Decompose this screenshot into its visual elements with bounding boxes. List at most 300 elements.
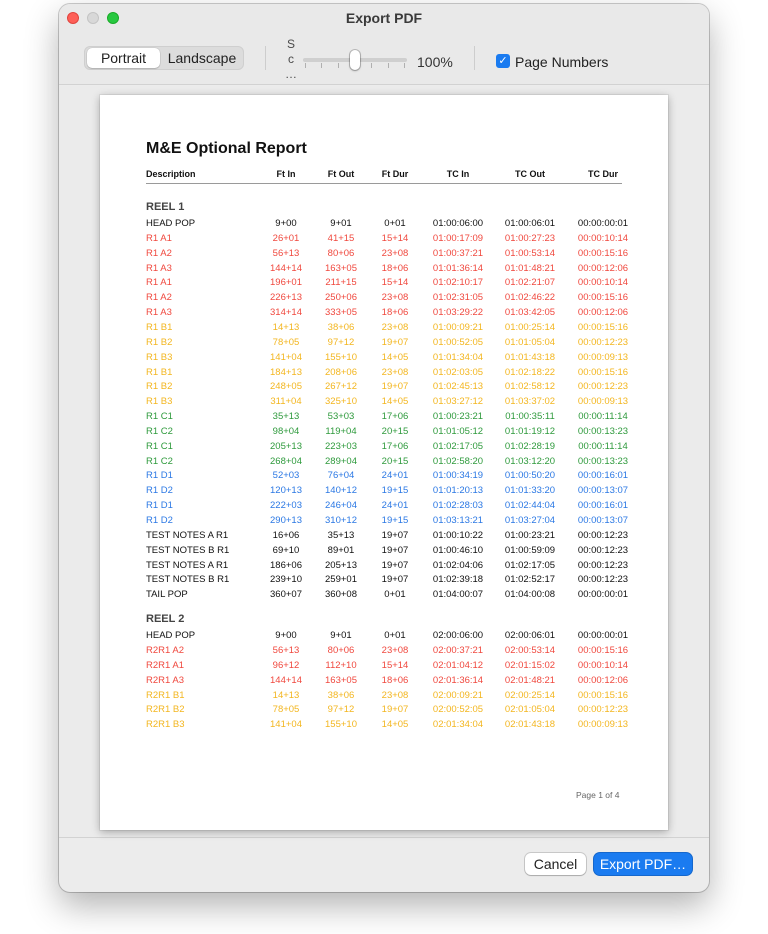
cell-description: R1 A2 xyxy=(146,247,172,259)
cell-description: R1 A2 xyxy=(146,292,172,304)
cell-description: R2R1 A2 xyxy=(146,644,185,656)
cell-tc-out: 02:01:48:21 xyxy=(504,674,556,686)
cell-ft-in: 290+13 xyxy=(270,515,302,526)
cell-tc-in: 01:02:10:17 xyxy=(432,277,484,289)
cell-ft-dur: 15+14 xyxy=(381,277,409,289)
cell-ft-in: 9+00 xyxy=(275,218,297,229)
cell-tc-dur: 00:00:15:16 xyxy=(577,366,629,378)
portrait-option[interactable]: Portrait xyxy=(87,48,160,68)
cell-tc-dur: 00:00:12:23 xyxy=(577,704,629,716)
cell-tc-out: 01:04:00:08 xyxy=(504,589,556,601)
cell-ft-in: 9+00 xyxy=(275,630,297,642)
scale-label: S c … xyxy=(285,37,297,81)
cell-tc-dur: 00:00:00:01 xyxy=(577,589,629,601)
table-row xyxy=(146,307,636,321)
title-bar xyxy=(59,4,709,32)
table-row xyxy=(146,411,636,425)
cell-tc-in: 01:00:46:10 xyxy=(432,544,484,556)
cell-ft-in: 56+13 xyxy=(272,247,300,259)
table-row xyxy=(146,660,636,674)
cell-description: R1 D1 xyxy=(146,470,173,482)
cell-description: TEST NOTES A R1 xyxy=(146,559,229,571)
cell-ft-in: 222+03 xyxy=(270,500,302,512)
cell-tc-in: 01:02:17:05 xyxy=(432,440,484,452)
cell-ft-dur: 23+08 xyxy=(381,292,409,304)
cell-ft-out: 250+06 xyxy=(325,292,357,304)
table-row xyxy=(146,218,636,232)
orientation-segmented-control[interactable] xyxy=(84,46,244,70)
cell-ft-out: 205+13 xyxy=(325,559,357,571)
zoom-value: 100% xyxy=(417,54,453,70)
cell-tc-in: 01:01:34:04 xyxy=(432,351,484,363)
cell-tc-out: 01:02:52:17 xyxy=(504,574,556,586)
cell-tc-in: 01:00:10:22 xyxy=(432,529,484,541)
cell-description: R1 B3 xyxy=(146,396,173,408)
table-row xyxy=(146,277,636,291)
cell-ft-in: 239+10 xyxy=(270,574,302,586)
cell-description: R1 C1 xyxy=(146,411,173,423)
cell-tc-out: 01:03:12:20 xyxy=(504,455,556,467)
cell-ft-out: 53+03 xyxy=(327,411,355,423)
cell-ft-out: 289+04 xyxy=(325,455,357,467)
cell-tc-dur: 00:00:11:14 xyxy=(578,411,628,423)
cell-tc-in: 02:01:04:12 xyxy=(432,659,484,671)
cell-ft-out: 310+12 xyxy=(325,515,357,526)
cell-ft-dur: 14+05 xyxy=(381,719,409,731)
table-row xyxy=(146,545,636,559)
table-row xyxy=(146,704,636,718)
cell-ft-out: 119+04 xyxy=(325,425,357,437)
cell-tc-out: 01:02:17:05 xyxy=(504,559,556,571)
cell-tc-out: 01:02:21:07 xyxy=(504,277,556,289)
cell-tc-in: 01:00:23:21 xyxy=(432,411,484,423)
table-row xyxy=(146,352,636,366)
table-row xyxy=(146,675,636,689)
cell-ft-in: 184+13 xyxy=(270,366,302,378)
cell-ft-dur: 19+07 xyxy=(381,544,409,556)
export-pdf-button[interactable]: Export PDF… xyxy=(594,853,692,875)
cell-ft-in: 205+13 xyxy=(270,440,302,452)
cell-tc-in: 01:00:37:21 xyxy=(432,247,484,259)
slider-tick xyxy=(338,63,339,68)
table-row xyxy=(146,292,636,306)
cancel-button[interactable]: Cancel xyxy=(525,853,586,875)
header-ft-out: Ft Out xyxy=(327,169,355,179)
cell-ft-dur: 19+07 xyxy=(381,574,409,586)
cell-ft-dur: 19+15 xyxy=(381,485,409,497)
cell-ft-in: 78+05 xyxy=(272,336,300,348)
cell-ft-in: 196+01 xyxy=(270,277,302,289)
toolbar xyxy=(59,32,709,85)
cell-ft-out: 246+04 xyxy=(325,500,357,512)
cell-ft-in: 26+01 xyxy=(272,232,300,244)
cell-description: R2R1 A3 xyxy=(146,674,185,686)
cell-ft-dur: 24+01 xyxy=(381,470,409,482)
cell-ft-dur: 23+08 xyxy=(381,321,409,333)
header-ft-dur: Ft Dur xyxy=(381,169,409,179)
cell-ft-out: 112+10 xyxy=(325,659,357,671)
cell-description: R1 B1 xyxy=(146,366,173,378)
table-row xyxy=(146,515,636,529)
cell-tc-in: 01:03:13:21 xyxy=(432,515,484,526)
table-row xyxy=(146,530,636,544)
cell-ft-in: 69+10 xyxy=(272,544,300,556)
cell-description: R1 A3 xyxy=(146,307,172,319)
cell-tc-dur: 00:00:11:14 xyxy=(578,440,628,452)
toolbar-divider xyxy=(265,46,266,70)
cell-tc-dur: 00:00:15:16 xyxy=(577,247,629,259)
cell-description: TAIL POP xyxy=(146,589,188,601)
slider-tick xyxy=(305,63,306,68)
table-row xyxy=(146,456,636,470)
cell-ft-out: 267+12 xyxy=(325,381,357,393)
cell-tc-in: 01:02:03:05 xyxy=(432,366,484,378)
cell-tc-dur: 00:00:12:23 xyxy=(577,574,629,586)
table-row xyxy=(146,441,636,455)
cell-tc-in: 01:02:31:05 xyxy=(432,292,484,304)
header-tc-out: TC Out xyxy=(515,169,545,179)
cell-ft-in: 14+13 xyxy=(272,689,300,701)
cell-description: R1 D1 xyxy=(146,500,173,512)
slider-tick xyxy=(321,63,322,68)
cell-tc-dur: 00:00:12:23 xyxy=(577,559,629,571)
cell-tc-dur: 00:00:13:07 xyxy=(577,485,629,497)
cell-description: R1 A1 xyxy=(146,277,172,289)
cell-ft-in: 311+04 xyxy=(270,396,302,408)
cell-ft-out: 97+12 xyxy=(327,704,355,716)
cell-ft-dur: 19+07 xyxy=(381,704,409,716)
cell-tc-dur: 00:00:10:14 xyxy=(577,232,629,244)
landscape-option[interactable]: Landscape xyxy=(167,50,237,66)
cell-ft-dur: 18+06 xyxy=(381,307,409,319)
cell-tc-out: 01:00:06:01 xyxy=(504,218,556,229)
cell-tc-in: 02:00:52:05 xyxy=(432,704,484,716)
slider-tick xyxy=(404,63,405,68)
cell-tc-out: 02:00:53:14 xyxy=(504,644,556,656)
cell-tc-in: 01:02:39:18 xyxy=(432,574,484,586)
cell-tc-in: 01:03:27:12 xyxy=(432,396,484,408)
cell-tc-dur: 00:00:12:06 xyxy=(577,262,629,274)
cell-tc-out: 01:00:50:20 xyxy=(504,470,556,482)
cell-tc-out: 01:00:27:23 xyxy=(504,232,556,244)
header-ft-in: Ft In xyxy=(276,169,296,179)
cell-ft-dur: 23+08 xyxy=(381,644,409,656)
cell-tc-dur: 00:00:16:01 xyxy=(577,470,629,482)
cell-tc-dur: 00:00:12:23 xyxy=(577,529,629,541)
cell-tc-in: 02:00:37:21 xyxy=(432,644,484,656)
table-row xyxy=(146,367,636,381)
cell-description: TEST NOTES B R1 xyxy=(146,544,230,556)
cell-tc-in: 02:01:36:14 xyxy=(432,674,484,686)
cell-ft-in: 314+14 xyxy=(270,307,302,319)
cell-tc-in: 02:01:34:04 xyxy=(432,719,484,731)
cell-ft-out: 211+15 xyxy=(325,277,357,289)
cell-tc-dur: 00:00:12:06 xyxy=(577,307,629,319)
cell-tc-out: 01:00:59:09 xyxy=(504,544,556,556)
cell-description: R1 A1 xyxy=(146,232,172,244)
cell-ft-dur: 20+15 xyxy=(381,425,409,437)
cell-ft-dur: 23+08 xyxy=(381,689,409,701)
cell-tc-out: 01:00:23:21 xyxy=(504,529,556,541)
cell-description: HEAD POP xyxy=(146,218,196,229)
cell-tc-out: 01:03:37:02 xyxy=(504,396,556,408)
cell-ft-dur: 18+06 xyxy=(381,262,409,274)
cell-tc-dur: 00:00:09:13 xyxy=(577,351,629,363)
cell-tc-in: 01:02:28:03 xyxy=(432,500,484,512)
cell-description: R1 C2 xyxy=(146,425,173,437)
cell-tc-dur: 00:00:13:07 xyxy=(577,515,629,526)
cell-tc-dur: 00:00:12:06 xyxy=(577,674,629,686)
cell-tc-out: 01:01:33:20 xyxy=(504,485,556,497)
cell-tc-in: 01:03:29:22 xyxy=(432,307,484,319)
cell-ft-in: 52+03 xyxy=(272,470,300,482)
cell-ft-in: 268+04 xyxy=(270,455,302,467)
cell-ft-dur: 15+14 xyxy=(381,232,409,244)
cell-ft-in: 16+06 xyxy=(272,529,300,541)
cell-tc-dur: 00:00:12:23 xyxy=(577,544,629,556)
cell-ft-out: 80+06 xyxy=(327,644,355,656)
cell-ft-dur: 0+01 xyxy=(384,218,406,229)
cell-ft-out: 333+05 xyxy=(325,307,357,319)
cell-ft-in: 78+05 xyxy=(272,704,300,716)
cell-ft-dur: 19+07 xyxy=(381,336,409,348)
cell-tc-out: 02:01:43:18 xyxy=(504,719,556,731)
cell-ft-out: 80+06 xyxy=(327,247,355,259)
cell-ft-in: 141+04 xyxy=(270,351,302,363)
cell-ft-out: 259+01 xyxy=(325,574,357,586)
cell-tc-dur: 00:00:10:14 xyxy=(577,659,629,671)
cell-ft-dur: 14+05 xyxy=(381,351,409,363)
cell-description: R2R1 B1 xyxy=(146,689,185,701)
cell-ft-dur: 19+07 xyxy=(381,559,409,571)
cell-tc-in: 02:00:06:00 xyxy=(432,630,484,642)
header-tc-in: TC In xyxy=(446,169,470,179)
cell-ft-out: 360+08 xyxy=(325,589,357,601)
cell-tc-in: 01:02:04:06 xyxy=(432,559,484,571)
cell-ft-out: 35+13 xyxy=(327,529,355,541)
cell-tc-dur: 00:00:12:23 xyxy=(577,336,629,348)
table-row xyxy=(146,426,636,440)
cell-ft-in: 35+13 xyxy=(272,411,300,423)
table-row xyxy=(146,233,636,247)
cell-ft-in: 96+12 xyxy=(272,659,300,671)
cell-ft-in: 144+14 xyxy=(270,674,302,686)
cell-ft-out: 155+10 xyxy=(325,351,357,363)
table-row xyxy=(146,470,636,484)
cell-ft-in: 120+13 xyxy=(270,485,302,497)
cell-tc-out: 01:02:28:19 xyxy=(504,440,556,452)
cell-tc-dur: 00:00:15:16 xyxy=(577,644,629,656)
cell-tc-out: 02:00:06:01 xyxy=(504,630,556,642)
cell-tc-in: 01:00:52:05 xyxy=(432,336,484,348)
cell-description: R1 B2 xyxy=(146,381,173,393)
cell-tc-in: 01:02:45:13 xyxy=(432,381,484,393)
cell-tc-in: 01:01:36:14 xyxy=(432,262,484,274)
cell-ft-out: 76+04 xyxy=(327,470,355,482)
slider-tick xyxy=(388,63,389,68)
cell-tc-in: 01:00:06:00 xyxy=(432,218,484,229)
cell-ft-dur: 17+06 xyxy=(381,440,409,452)
cell-ft-out: 9+01 xyxy=(330,218,352,229)
cell-tc-in: 01:00:17:09 xyxy=(432,232,484,244)
header-tc-dur: TC Dur xyxy=(588,169,618,179)
cell-ft-out: 208+06 xyxy=(325,366,357,378)
cell-tc-out: 02:01:05:04 xyxy=(504,704,556,716)
cell-ft-in: 144+14 xyxy=(270,262,302,274)
reel-heading: REEL 1 xyxy=(146,201,185,213)
page-indicator: Page 1 of 4 xyxy=(576,790,620,800)
cell-description: R2R1 B2 xyxy=(146,704,185,716)
cell-tc-in: 01:00:34:19 xyxy=(432,470,484,482)
cell-ft-dur: 18+06 xyxy=(381,674,409,686)
cell-description: R1 D2 xyxy=(146,485,173,497)
cell-description: R1 C2 xyxy=(146,455,173,467)
cell-tc-in: 01:01:20:13 xyxy=(432,485,484,497)
cell-ft-out: 223+03 xyxy=(325,440,357,452)
slider-knob[interactable] xyxy=(350,50,360,70)
cell-ft-dur: 0+01 xyxy=(384,630,406,642)
cell-ft-dur: 19+15 xyxy=(381,515,409,526)
cell-tc-out: 02:00:25:14 xyxy=(504,689,556,701)
cell-tc-dur: 00:00:09:13 xyxy=(577,719,629,731)
cell-tc-dur: 00:00:16:01 xyxy=(577,500,629,512)
cell-ft-dur: 24+01 xyxy=(381,500,409,512)
header-divider xyxy=(146,183,622,184)
cell-ft-out: 325+10 xyxy=(325,396,357,408)
cell-ft-dur: 15+14 xyxy=(381,659,409,671)
table-row xyxy=(146,337,636,351)
cell-ft-dur: 20+15 xyxy=(381,455,409,467)
cell-description: R1 D2 xyxy=(146,515,173,526)
cell-tc-out: 01:01:05:04 xyxy=(504,336,556,348)
cell-tc-in: 01:02:58:20 xyxy=(432,455,484,467)
table-row xyxy=(146,485,636,499)
cell-tc-out: 01:00:53:14 xyxy=(504,247,556,259)
table-row xyxy=(146,574,636,588)
table-row xyxy=(146,589,636,603)
cell-tc-dur: 00:00:13:23 xyxy=(577,425,629,437)
cell-tc-out: 01:01:48:21 xyxy=(504,262,556,274)
cell-tc-dur: 00:00:15:16 xyxy=(577,689,629,701)
cell-description: R2R1 A1 xyxy=(146,659,185,671)
cell-ft-dur: 23+08 xyxy=(381,366,409,378)
cell-ft-in: 98+04 xyxy=(272,425,300,437)
cell-ft-out: 38+06 xyxy=(327,689,355,701)
cell-tc-dur: 00:00:15:16 xyxy=(577,292,629,304)
pdf-page xyxy=(100,95,668,830)
cell-ft-in: 141+04 xyxy=(270,719,302,731)
cell-ft-dur: 19+07 xyxy=(381,381,409,393)
cell-tc-dur: 00:00:09:13 xyxy=(577,396,629,408)
cell-tc-in: 01:01:05:12 xyxy=(432,425,484,437)
reel-heading: REEL 2 xyxy=(146,613,185,626)
cell-tc-out: 01:02:46:22 xyxy=(504,292,556,304)
table-row xyxy=(146,560,636,574)
cell-tc-in: 01:04:00:07 xyxy=(432,589,484,601)
window-title: Export PDF xyxy=(345,10,423,26)
cell-ft-out: 41+15 xyxy=(327,232,355,244)
page-numbers-label[interactable]: Page Numbers xyxy=(515,54,609,70)
cell-ft-out: 163+05 xyxy=(325,674,357,686)
cell-tc-out: 01:01:43:18 xyxy=(504,351,556,363)
cell-ft-in: 360+07 xyxy=(270,589,302,601)
cell-description: TEST NOTES A R1 xyxy=(146,529,229,541)
cell-description: R1 C1 xyxy=(146,440,173,452)
table-row xyxy=(146,690,636,704)
cell-ft-out: 9+01 xyxy=(330,630,352,642)
table-row xyxy=(146,263,636,277)
cell-ft-out: 89+01 xyxy=(327,544,355,556)
table-row xyxy=(146,248,636,262)
cell-tc-out: 01:02:58:12 xyxy=(504,381,556,393)
cell-tc-dur: 00:00:15:16 xyxy=(577,321,629,333)
header-description: Description xyxy=(146,169,196,179)
cell-description: R1 A3 xyxy=(146,262,172,274)
cell-tc-out: 01:00:35:11 xyxy=(505,411,555,423)
cell-ft-out: 155+10 xyxy=(325,719,357,731)
cell-tc-dur: 00:00:12:23 xyxy=(577,381,629,393)
cell-tc-dur: 00:00:00:01 xyxy=(577,218,629,229)
toolbar-divider xyxy=(474,46,475,70)
cell-description: TEST NOTES B R1 xyxy=(146,574,230,586)
cell-ft-dur: 19+07 xyxy=(381,529,409,541)
report-title: M&E Optional Report xyxy=(146,140,307,157)
cell-tc-out: 01:03:42:05 xyxy=(504,307,556,319)
cell-description: HEAD POP xyxy=(146,630,196,642)
pdf-preview-area[interactable] xyxy=(59,86,709,838)
cell-description: R1 B3 xyxy=(146,351,173,363)
table-row xyxy=(146,645,636,659)
cell-tc-out: 01:03:27:04 xyxy=(504,515,556,526)
cell-tc-out: 01:02:44:04 xyxy=(504,500,556,512)
cell-description: R2R1 B3 xyxy=(146,719,185,731)
cell-ft-out: 97+12 xyxy=(327,336,355,348)
cell-ft-in: 248+05 xyxy=(270,381,302,393)
cell-ft-dur: 23+08 xyxy=(381,247,409,259)
cell-ft-in: 226+13 xyxy=(270,292,302,304)
cell-ft-dur: 17+06 xyxy=(381,411,409,423)
cell-tc-dur: 00:00:10:14 xyxy=(577,277,629,289)
cell-ft-out: 38+06 xyxy=(327,321,355,333)
cell-ft-out: 163+05 xyxy=(325,262,357,274)
cell-ft-in: 56+13 xyxy=(272,644,300,656)
cell-ft-in: 186+06 xyxy=(270,559,302,571)
export-pdf-window xyxy=(59,4,709,892)
cell-tc-out: 01:00:25:14 xyxy=(504,321,556,333)
cell-tc-out: 01:01:19:12 xyxy=(504,425,556,437)
cell-ft-in: 14+13 xyxy=(272,321,300,333)
scale-slider[interactable] xyxy=(303,50,407,70)
cell-ft-dur: 0+01 xyxy=(384,589,406,601)
cell-tc-out: 01:02:18:22 xyxy=(504,366,556,378)
cell-tc-dur: 00:00:00:01 xyxy=(577,630,629,642)
slider-tick xyxy=(371,63,372,68)
cell-tc-out: 02:01:15:02 xyxy=(504,659,556,671)
table-row xyxy=(146,719,636,733)
cell-tc-in: 01:00:09:21 xyxy=(432,321,484,333)
table-row xyxy=(146,322,636,336)
cell-description: R1 B1 xyxy=(146,321,173,333)
page-numbers-checkbox[interactable]: ✓ xyxy=(496,54,510,68)
cell-tc-in: 02:00:09:21 xyxy=(432,689,484,701)
table-row xyxy=(146,500,636,514)
cell-ft-out: 140+12 xyxy=(325,485,357,497)
cell-description: R1 B2 xyxy=(146,336,173,348)
cell-ft-dur: 14+05 xyxy=(381,396,409,408)
table-row xyxy=(146,396,636,410)
table-row xyxy=(146,630,636,644)
cell-tc-dur: 00:00:13:23 xyxy=(577,455,629,467)
